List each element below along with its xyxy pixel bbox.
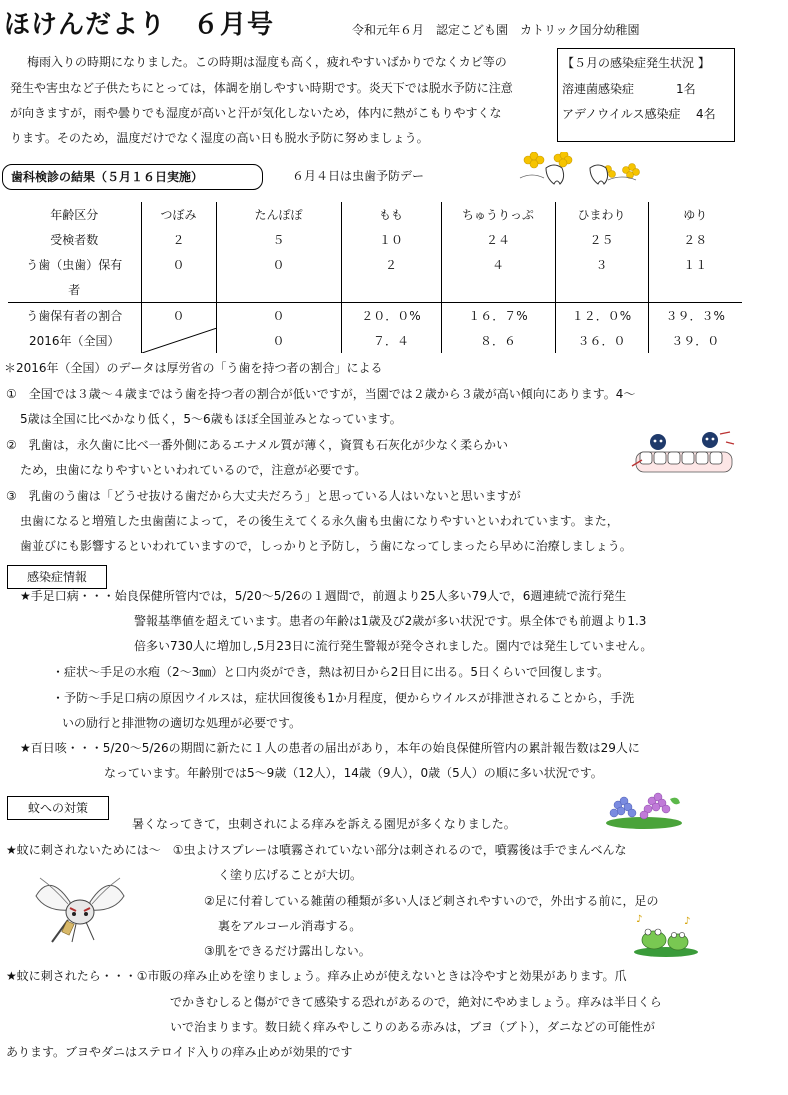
frogs-icon — [630, 912, 700, 958]
dental-point: 5歳は全国に比べかなり低く，5～6歳もほぼ全国並みとなっています。 — [20, 412, 402, 426]
dental-heading: 歯科検診の結果（５月１６日実施） — [2, 164, 263, 190]
table-row — [8, 277, 742, 303]
table-cell — [141, 277, 216, 303]
prevent-line: 裏をアルコール消毒する。 — [218, 919, 362, 933]
table-cell: 2016年（全国） — [28, 334, 120, 348]
infection-stats-heading: 【５月の感染症発生状況 】 — [562, 56, 710, 70]
table-cell: ２５ — [555, 227, 648, 252]
table-row — [8, 227, 742, 252]
table-cell: ２４ — [441, 227, 555, 252]
table-cell: 年齢区分 — [50, 208, 99, 222]
table-cell: ５ — [216, 227, 341, 252]
after-bite-line: ★蚊に刺されたら・・・①市販の痒み止めを塗りましょう。痒み止めが使えないときは冷やすと効果があります。爪 — [6, 969, 627, 983]
table-cell — [216, 277, 341, 303]
table-cell: ８．６ — [441, 328, 555, 353]
table-cell — [441, 277, 555, 303]
table-cell: う歯（虫歯）保有 — [26, 258, 123, 272]
svg-text:♪: ♪ — [684, 916, 691, 927]
table-cell: ３６．０ — [555, 328, 648, 353]
table-cell: ひまわり — [555, 202, 648, 227]
prevent-line: ③肌をできるだけ露出しない。 — [204, 944, 371, 958]
header-meta: 令和元年６月 認定こども園 カトリック国分幼稚園 — [352, 23, 640, 37]
hydrangea-icon — [604, 787, 684, 829]
table-cell: ４ — [441, 252, 555, 277]
table-cell: １２．０% — [555, 303, 648, 329]
infection-info-heading: 感染症情報 — [7, 565, 107, 589]
table-cell: ０ — [216, 328, 341, 353]
table-cell: もも — [341, 202, 441, 227]
table-cell: １１ — [648, 252, 742, 277]
after-bite-line: いで治まります。数日続く痒みやしこりのある赤みは，ブヨ（ブト），ダニなどの可能性が — [170, 1020, 656, 1034]
diagonal-slash — [142, 328, 217, 353]
infection-line: いの励行と排泄物の適切な処理が必要です。 — [62, 716, 302, 730]
infection-line: なっています。年齢別では5～9歳（12人），14歳（9人），0歳（5人）の順に多い状況です。 — [104, 766, 603, 780]
table-cell: ちゅうりっぷ — [441, 202, 555, 227]
table-cell: 者 — [8, 277, 141, 303]
tooth-flower-icon — [518, 152, 640, 190]
dental-point: 虫歯になると増殖した虫歯菌によって，その後生えてくる永久歯も虫歯になりやすいといわれています。また， — [20, 514, 619, 528]
table-cell: たんぽぽ — [216, 202, 341, 227]
infection-line: ★百日咳・・・5/20～5/26の期間に新たに１人の患者の届出があり，本年の始良保健所管内の累計報告数は29人に — [20, 741, 640, 755]
table-cell: ７．４ — [341, 328, 441, 353]
dental-point: ① 全国では３歳～４歳まではう歯を持つ者の割合が低いですが，当園では２歳から３歳が高い傾向にあります。4～ — [6, 387, 636, 401]
prevent-line: ★蚊に刺されないためには～ ①虫よけスプレーは噴霧されていない部分は刺されるので，噴霧後は手でまんべんな — [6, 843, 627, 857]
table-cell: ２８ — [648, 227, 742, 252]
tooth-day-note: ６月４日は虫歯予防デー — [292, 169, 425, 183]
after-bite-line: あります。ブヨやダニはステロイド入りの痒み止めが効果的です — [6, 1045, 353, 1059]
dental-point: ③ 乳歯のう歯は「どうせ抜ける歯だから大丈夫だろう」と思っている人はいないと思いますが — [6, 489, 521, 503]
page-title: ほけんだより ６月号 — [4, 10, 275, 40]
table-cell: ２ — [141, 227, 216, 252]
intro-line: 梅雨入りの時期になりました。この時期は湿度も高く，疲れやすいばかりでなくカビ等の — [27, 55, 507, 69]
table-cell: ２ — [341, 252, 441, 277]
infection-row-count: 4名 — [696, 107, 716, 121]
dental-point: ② 乳歯は，永久歯に比べ一番外側にあるエナメル質が薄く，資質も石灰化が少なく柔らかい — [6, 438, 509, 452]
table-cell: １０ — [341, 227, 441, 252]
infection-row-count: 1名 — [676, 82, 696, 96]
table-row — [8, 303, 742, 329]
table-cell — [555, 277, 648, 303]
table-cell: ０ — [216, 303, 341, 329]
table-cell: ０ — [141, 303, 216, 329]
table-header-row — [8, 202, 742, 227]
table-cell: つぼみ — [141, 202, 216, 227]
table-cell: １６．７% — [441, 303, 555, 329]
table-cell — [341, 277, 441, 303]
table-cell-empty — [141, 328, 216, 353]
table-cell: ２０．０% — [341, 303, 441, 329]
table-row — [8, 252, 742, 277]
dental-point: 歯並びにも影響するといわれていますので，しっかりと予防し，う歯になってしまったら早めに治療しましょう。 — [20, 539, 632, 553]
infection-row-name: 溶連菌感染症 — [562, 82, 635, 96]
table-cell: 受検者数 — [50, 233, 99, 247]
mosquito-heading: 蚊への対策 — [7, 796, 109, 820]
source-note: ＊2016年（全国）のデータは厚労省の「う歯を持つ者の割合」による — [4, 361, 383, 375]
mosquito-icon — [30, 872, 130, 948]
table-cell: ０ — [216, 252, 341, 277]
table-cell: ３９．３% — [648, 303, 742, 329]
table-cell: ０ — [141, 252, 216, 277]
dental-point: ため，虫歯になりやすいといわれているので，注意が必要です。 — [20, 463, 367, 477]
svg-text:♪: ♪ — [636, 914, 643, 925]
table-cell — [648, 277, 742, 303]
tooth-characters-icon — [630, 430, 740, 476]
prevent-line: く塗り広げることが大切。 — [218, 868, 363, 882]
table-cell: ゆり — [648, 202, 742, 227]
after-bite-line: でかきむしると傷ができて感染する恐れがあるので，絶対にやめましょう。痒みは半日くら — [170, 995, 662, 1009]
infection-line: ・予防～手足口病の原因ウイルスは，症状回復後も1か月程度，便からウイルスが排泄されることから，手洗 — [52, 691, 635, 705]
prevent-line: ②足に付着している雑菌の種類が多い人ほど刺されやすいので，外出する前に，足の — [204, 894, 659, 908]
infection-row-name: アデノウイルス感染症 — [562, 107, 681, 121]
intro-line: が向きますが，雨や曇りでも湿度が高いと汗が気化しないため，体内に熱がこもりやすくな — [10, 106, 502, 120]
intro-line: ります。そのため，温度だけでなく湿度の高い日も脱水予防に努めましょう。 — [10, 131, 429, 145]
infection-line: ★手足口病・・・始良保健所管内では，5/20～5/26の１週間で，前週より25人多い79人で，6週連続で流行発生 — [20, 589, 627, 603]
intro-line: 発生や害虫など子供たちにとっては，体調を崩しやすい時期です。炎天下では脱水予防に注意 — [10, 81, 513, 95]
infection-line: 倍多い730人に増加し,5月23日に流行発生警報が発令されました。園内では発生していません。 — [134, 639, 653, 653]
table-cell: ３ — [555, 252, 648, 277]
infection-line: 警報基準値を超えています。患者の年齢は1歳及び2歳が多い状況です。県全体でも前週より1.3 — [134, 614, 647, 628]
table-row — [8, 328, 742, 353]
infection-stats-box — [557, 48, 735, 142]
dental-results-table — [8, 202, 742, 353]
mosquito-intro: 暑くなってきて，虫刺されによる痒みを訴える園児が多くなりました。 — [132, 817, 516, 831]
table-cell: ３９．０ — [648, 328, 742, 353]
infection-line: ・症状～手足の水疱（2～3㎜）と口内炎ができ，熱は初日から2日目に出る。5日くらいで回復します。 — [52, 665, 610, 679]
table-cell: う歯保有者の割合 — [26, 309, 123, 323]
